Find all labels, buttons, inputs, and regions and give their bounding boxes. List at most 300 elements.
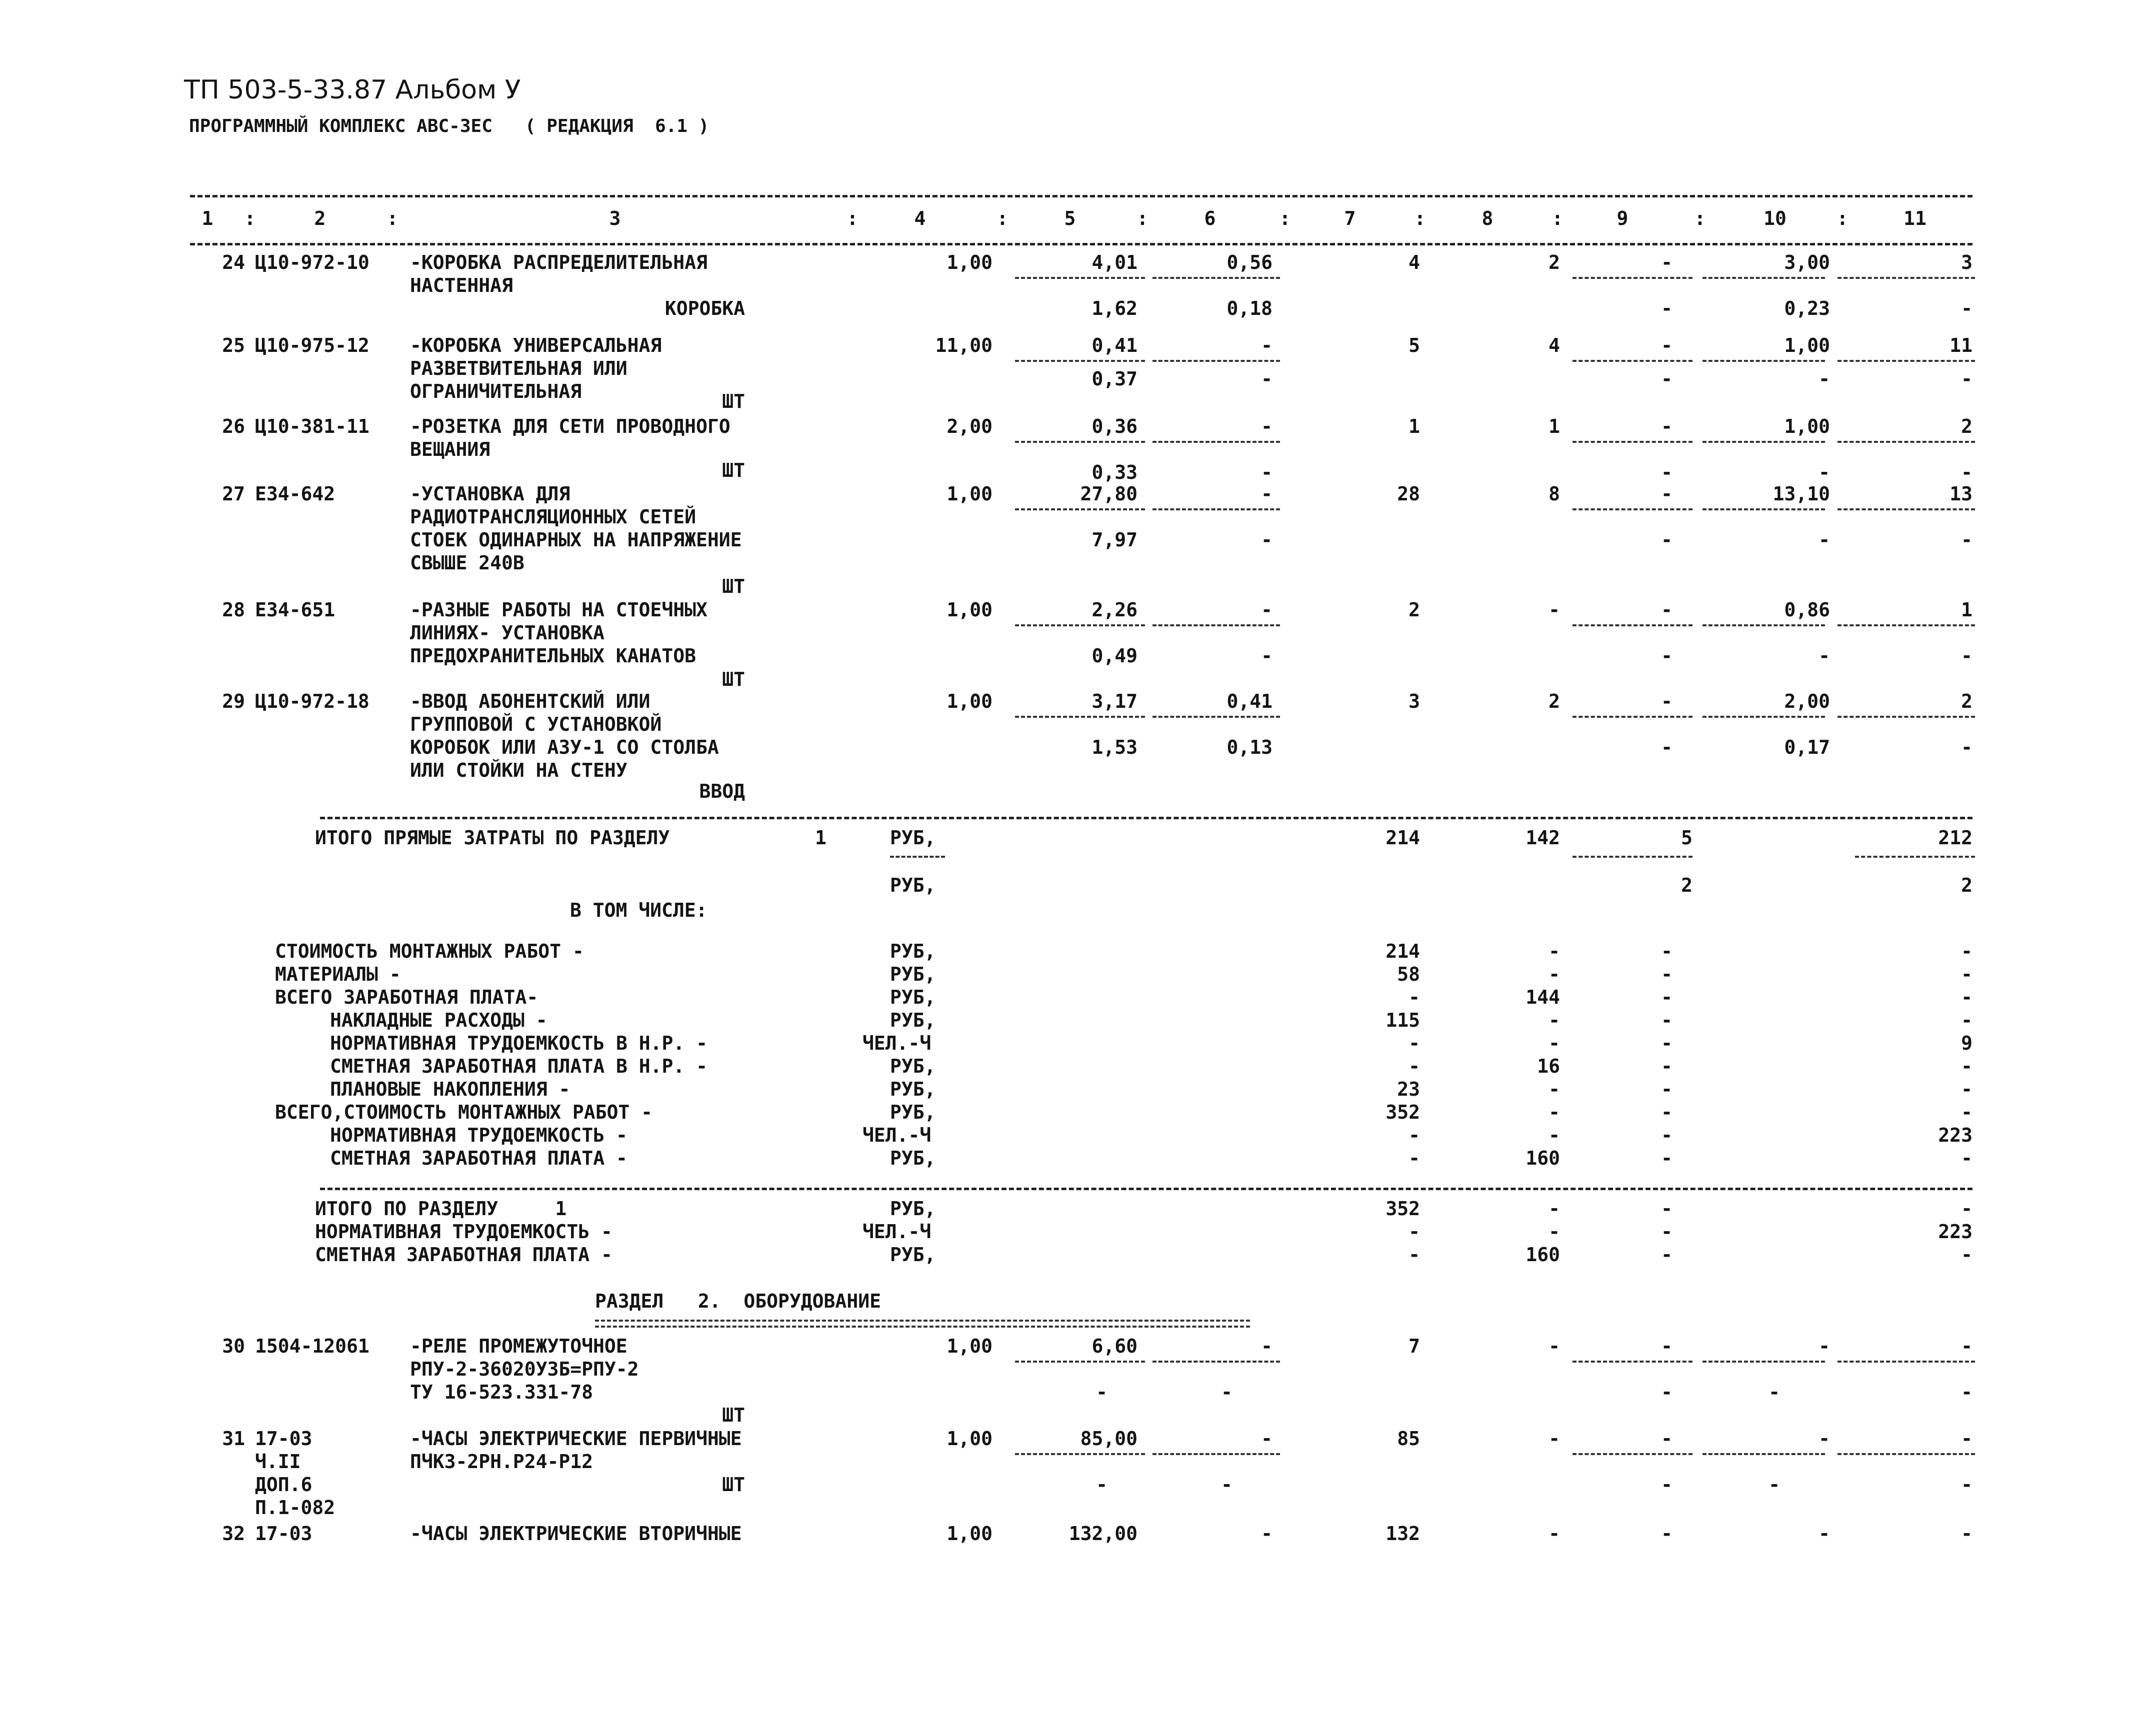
equipment-col7: 7	[1408, 1335, 1420, 1357]
equipment-unit: ШТ	[722, 1474, 745, 1496]
row-col11-labor: -	[1961, 736, 1972, 758]
column-header-1: 1	[202, 207, 214, 229]
equipment-col10: -	[1818, 1428, 1830, 1450]
section-total-col8: -	[1548, 1198, 1560, 1220]
equipment-code-line: П.1-082	[255, 1497, 336, 1519]
direct-costs-col8: 142	[1526, 827, 1560, 849]
equipment-number: 30	[222, 1335, 245, 1357]
row-col10-labor: -	[1818, 368, 1830, 390]
value-divider	[1838, 716, 1975, 718]
breakdown-col11: -	[1961, 986, 1972, 1008]
breakdown-unit: РУБ,	[890, 1078, 936, 1100]
value-divider	[1015, 277, 1145, 279]
column-separator: :	[1279, 207, 1291, 229]
column-header-9: 9	[1616, 207, 1628, 229]
breakdown-col8: -	[1548, 940, 1560, 962]
equipment-col11-labor: -	[1961, 1381, 1972, 1403]
row-col9-value: -	[1661, 415, 1672, 437]
header-bottom-rule	[190, 243, 1972, 245]
row-description-line: КОРОБОК ИЛИ АЗУ-1 СО СТОЛБА	[410, 736, 719, 758]
equipment-number: 31	[222, 1428, 245, 1450]
column-separator: :	[846, 207, 858, 229]
equipment-col6: -	[1261, 1428, 1272, 1450]
row-col9-value: -	[1661, 251, 1672, 273]
column-header-10: 10	[1764, 207, 1786, 229]
breakdown-label: НОРМАТИВНАЯ ТРУДОЕМКОСТЬ В Н.Р. -	[330, 1032, 708, 1054]
row-col9-value: -	[1661, 483, 1672, 505]
breakdown-col7: -	[1408, 1055, 1420, 1077]
row-col5-labor: 0,33	[1092, 461, 1138, 483]
value-divider	[1702, 716, 1825, 718]
value-divider	[1152, 508, 1280, 510]
section-total-label: ИТОГО ПО РАЗДЕЛУ 1	[315, 1198, 567, 1220]
breakdown-col8: 144	[1526, 986, 1560, 1008]
row-quantity: 1,00	[946, 251, 992, 273]
equipment-quantity: 1,00	[946, 1523, 992, 1545]
row-col10-value: 0,86	[1784, 599, 1830, 621]
value-divider	[1838, 277, 1975, 279]
breakdown-label: НОРМАТИВНАЯ ТРУДОЕМКОСТЬ -	[330, 1124, 628, 1146]
column-header-8: 8	[1482, 207, 1494, 229]
value-divider	[890, 856, 945, 858]
row-col6-value: 0,41	[1226, 690, 1272, 712]
value-divider	[1572, 856, 1692, 858]
equipment-col8: -	[1548, 1335, 1560, 1357]
breakdown-col9: -	[1661, 940, 1672, 962]
breakdown-unit: ЧЕЛ.-Ч	[862, 1124, 932, 1146]
row-col9-value: -	[1661, 690, 1672, 712]
equipment-number: 32	[222, 1523, 245, 1545]
row-unit: КОРОБКА	[664, 297, 745, 319]
row-code: Ц10-972-10	[255, 251, 370, 273]
section-total-label: СМЕТНАЯ ЗАРАБОТНАЯ ПЛАТА -	[315, 1244, 612, 1266]
row-col11-labor: -	[1961, 461, 1972, 483]
section-total-col8: -	[1548, 1221, 1560, 1243]
breakdown-label: ВСЕГО ЗАРАБОТНАЯ ПЛАТА-	[275, 986, 538, 1008]
row-col5-value: 4,01	[1092, 251, 1138, 273]
equipment-col10-labor: -	[1768, 1474, 1780, 1496]
equipment-code-line: ДОП.6	[255, 1474, 312, 1496]
column-header-7: 7	[1344, 207, 1356, 229]
equipment-code-line: 17-03	[255, 1428, 312, 1450]
value-divider	[1838, 1453, 1975, 1455]
row-col6-value: 0,56	[1226, 251, 1272, 273]
value-divider	[1572, 277, 1692, 279]
value-divider	[1152, 624, 1280, 626]
row-description-line: -РАЗНЫЕ РАБОТЫ НА СТОЕЧНЫХ	[410, 599, 708, 621]
row-col5-value: 0,41	[1092, 334, 1138, 356]
equipment-code-line: 1504-12061	[255, 1335, 370, 1357]
value-divider	[1152, 441, 1280, 443]
including-label: В ТОМ ЧИСЛЕ:	[570, 899, 708, 921]
equipment-col9: -	[1661, 1523, 1672, 1545]
equipment-col7: 132	[1386, 1523, 1420, 1545]
breakdown-col11: -	[1961, 1009, 1972, 1031]
breakdown-col11: -	[1961, 963, 1972, 985]
breakdown-col8: 16	[1537, 1055, 1560, 1077]
section-rule	[320, 817, 1972, 819]
breakdown-label: СМЕТНАЯ ЗАРАБОТНАЯ ПЛАТА -	[330, 1147, 628, 1169]
row-description-line: СВЫШЕ 240В	[410, 552, 524, 574]
value-divider	[1702, 624, 1825, 626]
breakdown-col7: -	[1408, 1124, 1420, 1146]
value-divider	[1838, 624, 1975, 626]
breakdown-col11: -	[1961, 1101, 1972, 1123]
row-col5-labor: 1,62	[1092, 297, 1138, 319]
equipment-col10-labor: -	[1768, 1381, 1780, 1403]
breakdown-col8: -	[1548, 963, 1560, 985]
equipment-col5: 85,00	[1080, 1428, 1138, 1450]
row-col11-value: 11	[1950, 334, 1972, 356]
equipment-description-line: РПУ-2-36020У3Б=РПУ-2	[410, 1358, 639, 1380]
value-divider	[1152, 277, 1280, 279]
row-col10-labor: -	[1818, 645, 1830, 667]
value-divider	[1838, 360, 1975, 362]
section-total-col7: -	[1408, 1244, 1420, 1266]
equipment-description-line: -ЧАСЫ ЭЛЕКТРИЧЕСКИЕ ПЕРВИЧНЫЕ	[410, 1428, 742, 1450]
breakdown-unit: РУБ,	[890, 1101, 936, 1123]
row-col5-labor: 0,37	[1092, 368, 1138, 390]
document-title: ТП 503-5-33.87 Альбом У	[184, 75, 521, 105]
breakdown-col11: -	[1961, 1147, 1972, 1169]
column-separator: :	[1136, 207, 1148, 229]
equipment-col5: 132,00	[1068, 1523, 1138, 1545]
row-col9-labor: -	[1661, 461, 1672, 483]
row-col10-value: 1,00	[1784, 415, 1830, 437]
equipment-col8: -	[1548, 1523, 1560, 1545]
equipment-unit: ШТ	[722, 1404, 745, 1426]
equipment-col11: -	[1961, 1523, 1972, 1545]
row-unit: ШТ	[722, 459, 745, 481]
value-divider	[1015, 1453, 1145, 1455]
equipment-code-line: 17-03	[255, 1523, 312, 1545]
row-col11-labor: -	[1961, 297, 1972, 319]
row-col6-value: -	[1261, 483, 1272, 505]
row-unit: ШТ	[722, 575, 745, 597]
breakdown-col9: -	[1661, 1147, 1672, 1169]
row-col7-value: 1	[1408, 415, 1420, 437]
value-divider	[1572, 624, 1692, 626]
direct-costs-unit: РУБ,	[890, 827, 936, 849]
equipment-col11: -	[1961, 1428, 1972, 1450]
row-col5-value: 27,80	[1080, 483, 1138, 505]
row-quantity: 1,00	[946, 690, 992, 712]
row-description-line: СТОЕК ОДИНАРНЫХ НА НАПРЯЖЕНИЕ	[410, 529, 742, 551]
breakdown-col9: -	[1661, 1078, 1672, 1100]
breakdown-col8: -	[1548, 1009, 1560, 1031]
row-code: Ц10-381-11	[255, 415, 370, 437]
section-total-unit: ЧЕЛ.-Ч	[862, 1221, 932, 1243]
row-col6-labor: -	[1261, 461, 1272, 483]
section-total-unit: РУБ,	[890, 1198, 936, 1220]
row-code: Ц10-975-12	[255, 334, 370, 356]
breakdown-label: НАКЛАДНЫЕ РАСХОДЫ -	[330, 1009, 548, 1031]
row-col11-value: 1	[1961, 599, 1972, 621]
row-col10-labor: 0,23	[1784, 297, 1830, 319]
equipment-col6-labor: -	[1221, 1381, 1232, 1403]
row-col7-value: 5	[1408, 334, 1420, 356]
section-rule	[320, 1188, 1972, 1190]
row-col6-value: -	[1261, 334, 1272, 356]
row-description-line: ОГРАНИЧИТЕЛЬНАЯ	[410, 380, 582, 402]
equipment-col9: -	[1661, 1335, 1672, 1357]
value-divider	[1702, 1453, 1825, 1455]
section-total-col11: -	[1961, 1198, 1972, 1220]
equipment-col10: -	[1818, 1335, 1830, 1357]
breakdown-unit: РУБ,	[890, 940, 936, 962]
breakdown-unit: РУБ,	[890, 1009, 936, 1031]
value-divider	[1015, 441, 1145, 443]
breakdown-label: ПЛАНОВЫЕ НАКОПЛЕНИЯ -	[330, 1078, 570, 1100]
breakdown-unit: ЧЕЛ.-Ч	[862, 1032, 932, 1054]
equipment-col7: 85	[1397, 1428, 1420, 1450]
row-description-line: РАЗВЕТВИТЕЛЬНАЯ ИЛИ	[410, 357, 628, 379]
row-col8-value: 8	[1548, 483, 1560, 505]
equipment-col5: 6,60	[1092, 1335, 1138, 1357]
section-total-col11: 223	[1938, 1221, 1972, 1243]
row-col9-value: -	[1661, 599, 1672, 621]
direct-costs-unit: РУБ,	[890, 874, 936, 896]
section2-underline	[595, 1320, 1250, 1322]
equipment-col5-labor: -	[1096, 1381, 1108, 1403]
row-col8-value: 1	[1548, 415, 1560, 437]
value-divider	[1015, 1361, 1145, 1363]
breakdown-col9: -	[1661, 1101, 1672, 1123]
row-col5-labor: 0,49	[1092, 645, 1138, 667]
row-col11-value: 2	[1961, 690, 1972, 712]
row-col9-labor: -	[1661, 529, 1672, 551]
row-description-line: НАСТЕННАЯ	[410, 274, 513, 296]
breakdown-col8: 160	[1526, 1147, 1560, 1169]
value-divider	[1572, 1453, 1692, 1455]
value-divider	[1572, 441, 1692, 443]
column-header-2: 2	[314, 207, 326, 229]
direct-costs-label: ИТОГО ПРЯМЫЕ ЗАТРАТЫ ПО РАЗДЕЛУ	[315, 827, 670, 849]
equipment-quantity: 1,00	[946, 1428, 992, 1450]
value-divider	[1015, 508, 1145, 510]
row-description-line: ЛИНИЯХ- УСТАНОВКА	[410, 622, 604, 644]
value-divider	[1702, 441, 1825, 443]
row-number: 25	[222, 334, 245, 356]
direct-costs-section: 1	[815, 827, 826, 849]
equipment-col9: -	[1661, 1428, 1672, 1450]
breakdown-col8: -	[1548, 1124, 1560, 1146]
breakdown-col8: -	[1548, 1032, 1560, 1054]
direct-costs-col11: 2	[1961, 874, 1972, 896]
row-col5-value: 0,36	[1092, 415, 1138, 437]
direct-costs-col9: 5	[1681, 827, 1692, 849]
row-col6-labor: 0,18	[1226, 297, 1272, 319]
row-col6-labor: -	[1261, 529, 1272, 551]
row-col7-value: 2	[1408, 599, 1420, 621]
breakdown-label: ВСЕГО,СТОИМОСТЬ МОНТАЖНЫХ РАБОТ -	[275, 1101, 652, 1123]
row-number: 26	[222, 415, 245, 437]
row-col8-value: 2	[1548, 251, 1560, 273]
breakdown-col9: -	[1661, 1055, 1672, 1077]
section-total-col7: -	[1408, 1221, 1420, 1243]
equipment-description-line: -РЕЛЕ ПРОМЕЖУТОЧНОЕ	[410, 1335, 628, 1357]
value-divider	[1572, 508, 1692, 510]
row-col10-value: 3,00	[1784, 251, 1830, 273]
breakdown-col7: 23	[1397, 1078, 1420, 1100]
breakdown-col9: -	[1661, 963, 1672, 985]
section-total-col8: 160	[1526, 1244, 1560, 1266]
breakdown-col11: -	[1961, 1055, 1972, 1077]
value-divider	[1702, 1361, 1825, 1363]
row-col9-value: -	[1661, 334, 1672, 356]
breakdown-col9: -	[1661, 1032, 1672, 1054]
row-number: 27	[222, 483, 245, 505]
direct-costs-col7: 214	[1386, 827, 1420, 849]
row-quantity: 1,00	[946, 483, 992, 505]
value-divider	[1152, 1361, 1280, 1363]
breakdown-col8: -	[1548, 1101, 1560, 1123]
section-total-label: НОРМАТИВНАЯ ТРУДОЕМКОСТЬ -	[315, 1221, 612, 1243]
breakdown-col7: 115	[1386, 1009, 1420, 1031]
row-col11-labor: -	[1961, 529, 1972, 551]
equipment-col6: -	[1261, 1523, 1272, 1545]
row-col9-labor: -	[1661, 297, 1672, 319]
value-divider	[1572, 360, 1692, 362]
row-description-line: -ВВОД АБОНЕНТСКИЙ ИЛИ	[410, 690, 650, 712]
row-description-line: РАДИОТРАНСЛЯЦИОННЫХ СЕТЕЙ	[410, 506, 696, 528]
row-col5-value: 2,26	[1092, 599, 1138, 621]
direct-costs-col11: 212	[1938, 827, 1972, 849]
section-total-col9: -	[1661, 1198, 1672, 1220]
row-col10-value: 2,00	[1784, 690, 1830, 712]
value-divider	[1838, 1361, 1975, 1363]
breakdown-unit: РУБ,	[890, 1147, 936, 1169]
value-divider	[1015, 360, 1145, 362]
row-col10-labor: -	[1818, 529, 1830, 551]
equipment-col10: -	[1818, 1523, 1830, 1545]
row-col11-value: 2	[1961, 415, 1972, 437]
row-col6-labor: 0,13	[1226, 736, 1272, 758]
equipment-col6: -	[1261, 1335, 1272, 1357]
breakdown-col11: -	[1961, 1078, 1972, 1100]
value-divider	[1702, 277, 1825, 279]
breakdown-col7: 214	[1386, 940, 1420, 962]
equipment-description-line: ПЧК3-2РН.Р24-Р12	[410, 1451, 594, 1473]
value-divider	[1838, 441, 1975, 443]
row-description-line: ПРЕДОХРАНИТЕЛЬНЫХ КАНАТОВ	[410, 645, 696, 667]
equipment-quantity: 1,00	[946, 1335, 992, 1357]
row-col11-labor: -	[1961, 645, 1972, 667]
row-col6-value: -	[1261, 599, 1272, 621]
row-description-line: ГРУППОВОЙ С УСТАНОВКОЙ	[410, 713, 662, 735]
column-separator: :	[386, 207, 398, 229]
row-col7-value: 28	[1397, 483, 1420, 505]
equipment-col11-labor: -	[1961, 1474, 1972, 1496]
breakdown-unit: РУБ,	[890, 963, 936, 985]
section-total-col11: -	[1961, 1244, 1972, 1266]
column-header-11: 11	[1904, 207, 1926, 229]
row-quantity: 1,00	[946, 599, 992, 621]
breakdown-col11: 223	[1938, 1124, 1972, 1146]
breakdown-label: СМЕТНАЯ ЗАРАБОТНАЯ ПЛАТА В Н.Р. -	[330, 1055, 708, 1077]
row-col6-labor: -	[1261, 368, 1272, 390]
value-divider	[1572, 1361, 1692, 1363]
value-divider	[1838, 508, 1975, 510]
row-col10-value: 13,10	[1772, 483, 1830, 505]
row-unit: ШТ	[722, 668, 745, 690]
breakdown-col7: -	[1408, 1032, 1420, 1054]
breakdown-col7: 352	[1386, 1101, 1420, 1123]
row-description-line: -УСТАНОВКА ДЛЯ	[410, 483, 570, 505]
row-description-line: ИЛИ СТОЙКИ НА СТЕНУ	[410, 759, 628, 781]
row-col11-labor: -	[1961, 368, 1972, 390]
row-col11-value: 13	[1950, 483, 1972, 505]
value-divider	[1152, 360, 1280, 362]
column-header-5: 5	[1064, 207, 1076, 229]
equipment-description-line: -ЧАСЫ ЭЛЕКТРИЧЕСКИЕ ВТОРИЧНЫЕ	[410, 1523, 742, 1545]
row-col10-labor: 0,17	[1784, 736, 1830, 758]
direct-costs-col9: 2	[1681, 874, 1692, 896]
column-header-4: 4	[914, 207, 926, 229]
equipment-col6-labor: -	[1221, 1474, 1232, 1496]
row-col7-value: 3	[1408, 690, 1420, 712]
row-number: 28	[222, 599, 245, 621]
row-col6-labor: -	[1261, 645, 1272, 667]
breakdown-label: СТОИМОСТЬ МОНТАЖНЫХ РАБОТ -	[275, 940, 584, 962]
row-number: 29	[222, 690, 245, 712]
row-col5-value: 3,17	[1092, 690, 1138, 712]
section-total-col9: -	[1661, 1221, 1672, 1243]
row-description-line: -КОРОБКА РАСПРЕДЕЛИТЕЛЬНАЯ	[410, 251, 708, 273]
breakdown-col7: 58	[1397, 963, 1420, 985]
row-col5-labor: 7,97	[1092, 529, 1138, 551]
header-top-rule	[190, 195, 1972, 197]
row-col9-labor: -	[1661, 645, 1672, 667]
row-col6-value: -	[1261, 415, 1272, 437]
equipment-description-line: ТУ 16-523.331-78	[410, 1381, 594, 1403]
program-subtitle: ПРОГРАММНЫЙ КОМПЛЕКС АВС-3ЕС ( РЕДАКЦИЯ 6.1 )	[189, 116, 710, 136]
section-total-col9: -	[1661, 1244, 1672, 1266]
breakdown-col11: -	[1961, 940, 1972, 962]
breakdown-unit: РУБ,	[890, 1055, 936, 1077]
row-col9-labor: -	[1661, 368, 1672, 390]
section-total-col7: 352	[1386, 1198, 1420, 1220]
row-description-line: ВЕЩАНИЯ	[410, 438, 490, 460]
row-col10-value: 1,00	[1784, 334, 1830, 356]
row-number: 24	[222, 251, 245, 273]
value-divider	[1855, 856, 1975, 858]
value-divider	[1015, 716, 1145, 718]
equipment-col5-labor: -	[1096, 1474, 1108, 1496]
column-header-6: 6	[1204, 207, 1216, 229]
row-col8-value: 2	[1548, 690, 1560, 712]
row-code: Ц10-972-18	[255, 690, 370, 712]
row-col8-value: 4	[1548, 334, 1560, 356]
value-divider	[1702, 360, 1825, 362]
row-col5-labor: 1,53	[1092, 736, 1138, 758]
value-divider	[1572, 716, 1692, 718]
breakdown-label: МАТЕРИАЛЫ -	[275, 963, 401, 985]
row-col7-value: 4	[1408, 251, 1420, 273]
row-quantity: 2,00	[946, 415, 992, 437]
column-separator: :	[1836, 207, 1848, 229]
row-description-line: -РОЗЕТКА ДЛЯ СЕТИ ПРОВОДНОГО	[410, 415, 730, 437]
column-separator: :	[1414, 207, 1426, 229]
column-separator: :	[996, 207, 1008, 229]
row-unit: ВВОД	[699, 780, 745, 802]
equipment-col9-labor: -	[1661, 1474, 1672, 1496]
breakdown-col9: -	[1661, 1124, 1672, 1146]
row-code: Е34-642	[255, 483, 336, 505]
row-code: Е34-651	[255, 599, 336, 621]
value-divider	[1702, 508, 1825, 510]
row-col11-value: 3	[1961, 251, 1972, 273]
